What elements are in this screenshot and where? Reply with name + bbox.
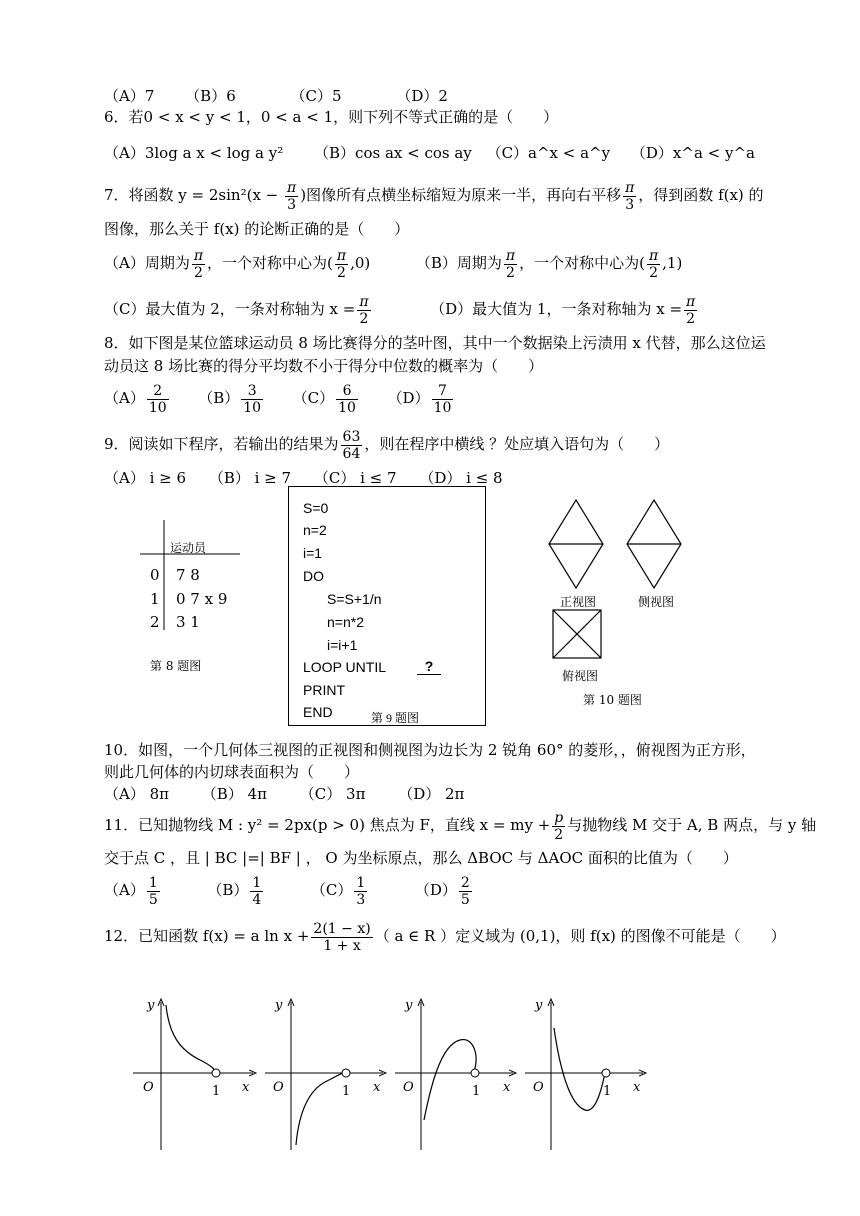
graph-c-one: 1 bbox=[472, 1084, 481, 1099]
graph-c-origin: O bbox=[403, 1080, 414, 1095]
stem-leaf-leaf-1: 0 7 x 9 bbox=[176, 590, 228, 608]
program-blank: ? bbox=[417, 658, 441, 675]
q8-stem-line2: 动员这 8 场比赛的得分平均数不小于得分中位数的概率为（ ） bbox=[104, 357, 544, 375]
graph-b-origin: O bbox=[273, 1080, 284, 1095]
q12-stem: 12．已知函数 f(x) = a ln x + $\frac{2(1 - x)}{1 + x}$ （ a ∈ R ）定义域为 (0,1)，则 f(x) 的图像不可能是（ ） bbox=[104, 920, 786, 954]
fig10-caption: 第 10 题图 bbox=[583, 693, 642, 707]
q7-stem-line1: 7．将函数 y = 2sin²(x − $\frac{\pi}{3}$ )图像所有点横坐标缩短为原来一半，再向右平移 $\frac{\pi}{3}$ ，得到函数 f(x) 的 bbox=[104, 179, 764, 213]
q6-stem: 6．若0 < x < y < 1，0 < a < 1，则下列不等式正确的是（ ） bbox=[104, 108, 559, 126]
graph-c-y-label: y bbox=[405, 998, 413, 1013]
graph-a-x-label: x bbox=[242, 1080, 250, 1095]
graph-b-one: 1 bbox=[342, 1084, 351, 1099]
q10-option-b: （B） 4π bbox=[201, 785, 267, 803]
q9-stem: 9．阅读如下程序，若输出的结果为 $\frac{63}{64}$ ，则在程序中横线 ？处应填入语句为（ ） bbox=[104, 428, 670, 462]
q7-options-cd: （C）最大值为 2，一条对称轴为 x = $\frac{\pi}{2}$ （D）最大值为 1，一条对称轴为 x = $\frac{\pi}{2}$ bbox=[104, 293, 696, 327]
q5-option-a: （A）7 bbox=[104, 87, 155, 105]
q6-option-b: （B）cos ax < cos ay bbox=[314, 144, 472, 162]
program-line: S=0 bbox=[303, 500, 329, 516]
program-box bbox=[288, 486, 486, 726]
stem-leaf-stem-2: 2 bbox=[150, 613, 160, 631]
program-line: i=1 bbox=[303, 545, 323, 561]
stem-leaf-stem-1: 1 bbox=[150, 590, 160, 608]
graph-b bbox=[265, 998, 383, 1150]
q5-option-c: （C）5 bbox=[290, 87, 342, 105]
graph-a-origin: O bbox=[143, 1080, 154, 1095]
program-line: LOOP UNTIL bbox=[303, 659, 386, 675]
three-views-figure bbox=[540, 495, 690, 665]
q6-option-c: （C）a^x < a^y bbox=[486, 144, 611, 162]
stem-leaf-leaf-0: 7 8 bbox=[176, 566, 200, 584]
q12-graphs bbox=[125, 990, 655, 1155]
q8-stem-line1: 8．如下图是某位篮球运动员 8 场比赛得分的茎叶图，其中一个数据染上污渍用 x 代替，那么这位运 bbox=[104, 334, 766, 352]
program-line: END bbox=[303, 704, 333, 720]
program-line: n=2 bbox=[303, 522, 327, 538]
top-view-label: 俯视图 bbox=[562, 669, 599, 683]
q10-option-a: （A） 8π bbox=[104, 785, 170, 803]
program-line: i=i+1 bbox=[327, 637, 358, 653]
q5-option-b: （B）6 bbox=[185, 87, 236, 105]
q10-stem-line1: 10．如图，一个几何体三视图的正视图和侧视图为边长为 2 锐角 60° 的菱形，，俯视图为正方形， bbox=[104, 741, 756, 759]
stem-leaf-stem-0: 0 bbox=[150, 566, 160, 584]
front-view-label: 正视图 bbox=[560, 595, 597, 609]
q5-option-d: （D）2 bbox=[396, 87, 448, 105]
q6-option-a: （A）3log a x < log a y² bbox=[104, 144, 284, 162]
q11-stem-line1: 11．已知抛物线 M : y² = 2px(p > 0) 焦点为 F，直线 x = my + $\frac{p}{2}$ 与抛物线 M 交于 A, B 两点，与 y 轴 bbox=[104, 809, 817, 843]
stem-leaf-leaf-2: 3 1 bbox=[176, 613, 200, 631]
q9-option-a: （A） i ≥ 6 bbox=[104, 469, 187, 487]
graph-a-one: 1 bbox=[212, 1084, 221, 1099]
graph-b-y-label: y bbox=[275, 998, 283, 1013]
q10-option-d: （D） 2π bbox=[398, 785, 465, 803]
graph-d-y-label: y bbox=[535, 998, 543, 1013]
q11-options: （A） $\frac{1}{5}$ （B） $\frac{1}{4}$ （C） $\frac{1}{3}$ （D） $\frac{2}{5}$ bbox=[104, 874, 470, 908]
program-line: DO bbox=[303, 568, 324, 584]
graph-a-y-label: y bbox=[147, 998, 155, 1013]
q7-stem-line2: 图像，那么关于 f(x) 的论断正确的是（ ） bbox=[104, 220, 410, 238]
q8-options: （A） $\frac{2}{10}$ （B） $\frac{3}{10}$ （C） $\frac{6}{10}$ （D） $\frac{7}{10}$ bbox=[104, 382, 452, 416]
q6-option-d: （D）x^a < y^a bbox=[630, 144, 755, 162]
fig9-caption: 第 9 题图 bbox=[371, 711, 420, 725]
q11-stem-line2: 交于点 C ，且 | BC |=| BF | ， O 为坐标原点，那么 ΔBOC 与 ΔAOC 面积的比值为（ ） bbox=[104, 849, 738, 867]
program-line: S=S+1/n bbox=[327, 591, 382, 607]
q9-option-b: （B） i ≥ 7 bbox=[208, 469, 292, 487]
program-line: PRINT bbox=[303, 682, 345, 698]
graph-d-x-label: x bbox=[633, 1080, 641, 1095]
side-view-label: 侧视图 bbox=[638, 595, 675, 609]
stem-leaf-header: 运动员 bbox=[170, 541, 207, 555]
graph-d-origin: O bbox=[533, 1080, 544, 1095]
graph-b-x-label: x bbox=[373, 1080, 381, 1095]
q9-option-c: （C） i ≤ 7 bbox=[313, 469, 397, 487]
graph-a bbox=[133, 998, 253, 1150]
program-line: n=n*2 bbox=[327, 614, 364, 630]
graph-d-one: 1 bbox=[603, 1084, 612, 1099]
q9-option-d: （D） i ≤ 8 bbox=[419, 469, 503, 487]
graph-c bbox=[395, 998, 513, 1150]
q10-option-c: （C） 3π bbox=[299, 785, 366, 803]
graph-d bbox=[525, 998, 643, 1150]
fig8-caption: 第 8 题图 bbox=[150, 659, 202, 673]
q7-options-ab: （A）周期为 $\frac{\pi}{2}$ ，一个对称中心为( $\frac{\pi}{2}$ ,0) （B）周期为 $\frac{\pi}{2}$ ，一个对称中心为( $\frac{\pi}{2}$ ,1) bbox=[104, 247, 683, 281]
graph-c-x-label: x bbox=[503, 1080, 511, 1095]
q10-stem-line2: 则此几何体的内切球表面积为（ ） bbox=[104, 763, 360, 781]
